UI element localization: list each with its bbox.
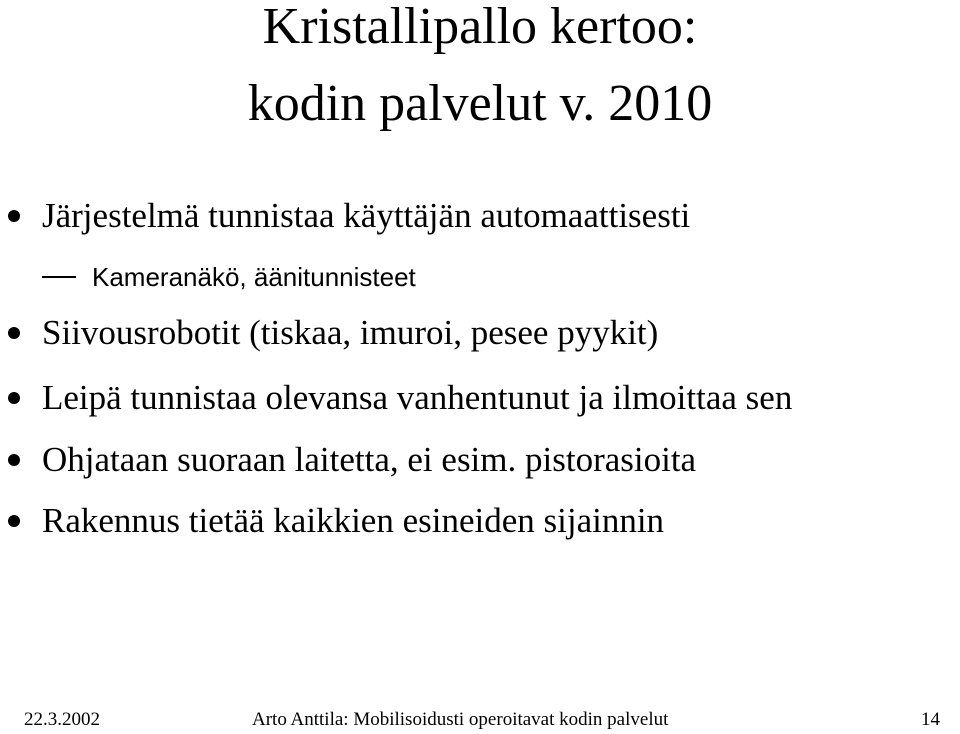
bullet-dot-icon: [8, 515, 20, 527]
footer-author-title: Arto Anttila: Mobilisoidusti operoitavat kodin palvelut: [252, 709, 669, 730]
slide-footer: [0, 706, 960, 734]
bullet-text: Ohjataan suoraan laitetta, ei esim. pistorasioita: [42, 440, 697, 479]
dash-icon: [42, 276, 76, 278]
sub-bullet-text: Kameranäkö, äänitunnisteet: [92, 262, 416, 292]
bullet-text: Siivousrobotit (tiskaa, imuroi, pesee pyykit): [42, 313, 659, 352]
bullet-text: Leipä tunnistaa olevansa vanhentunut ja ilmoittaa sen: [42, 378, 793, 417]
bullet-dot-icon: [8, 210, 20, 222]
bullet-text: Rakennus tietää kaikkien esineiden sijainnin: [42, 501, 665, 540]
bullet-dot-icon: [8, 454, 20, 466]
footer-page-number: 14: [921, 709, 940, 730]
footer-date: 22.3.2002: [24, 709, 100, 730]
slide-title-line-1: Kristallipallo kertoo:: [262, 0, 698, 55]
slide-title-line-2: kodin palvelut v. 2010: [247, 75, 713, 132]
bullet-dot-icon: [8, 392, 20, 404]
bullet-dot-icon: [8, 327, 20, 339]
bullet-text: Järjestelmä tunnistaa käyttäjän automaattisesti: [42, 196, 691, 235]
